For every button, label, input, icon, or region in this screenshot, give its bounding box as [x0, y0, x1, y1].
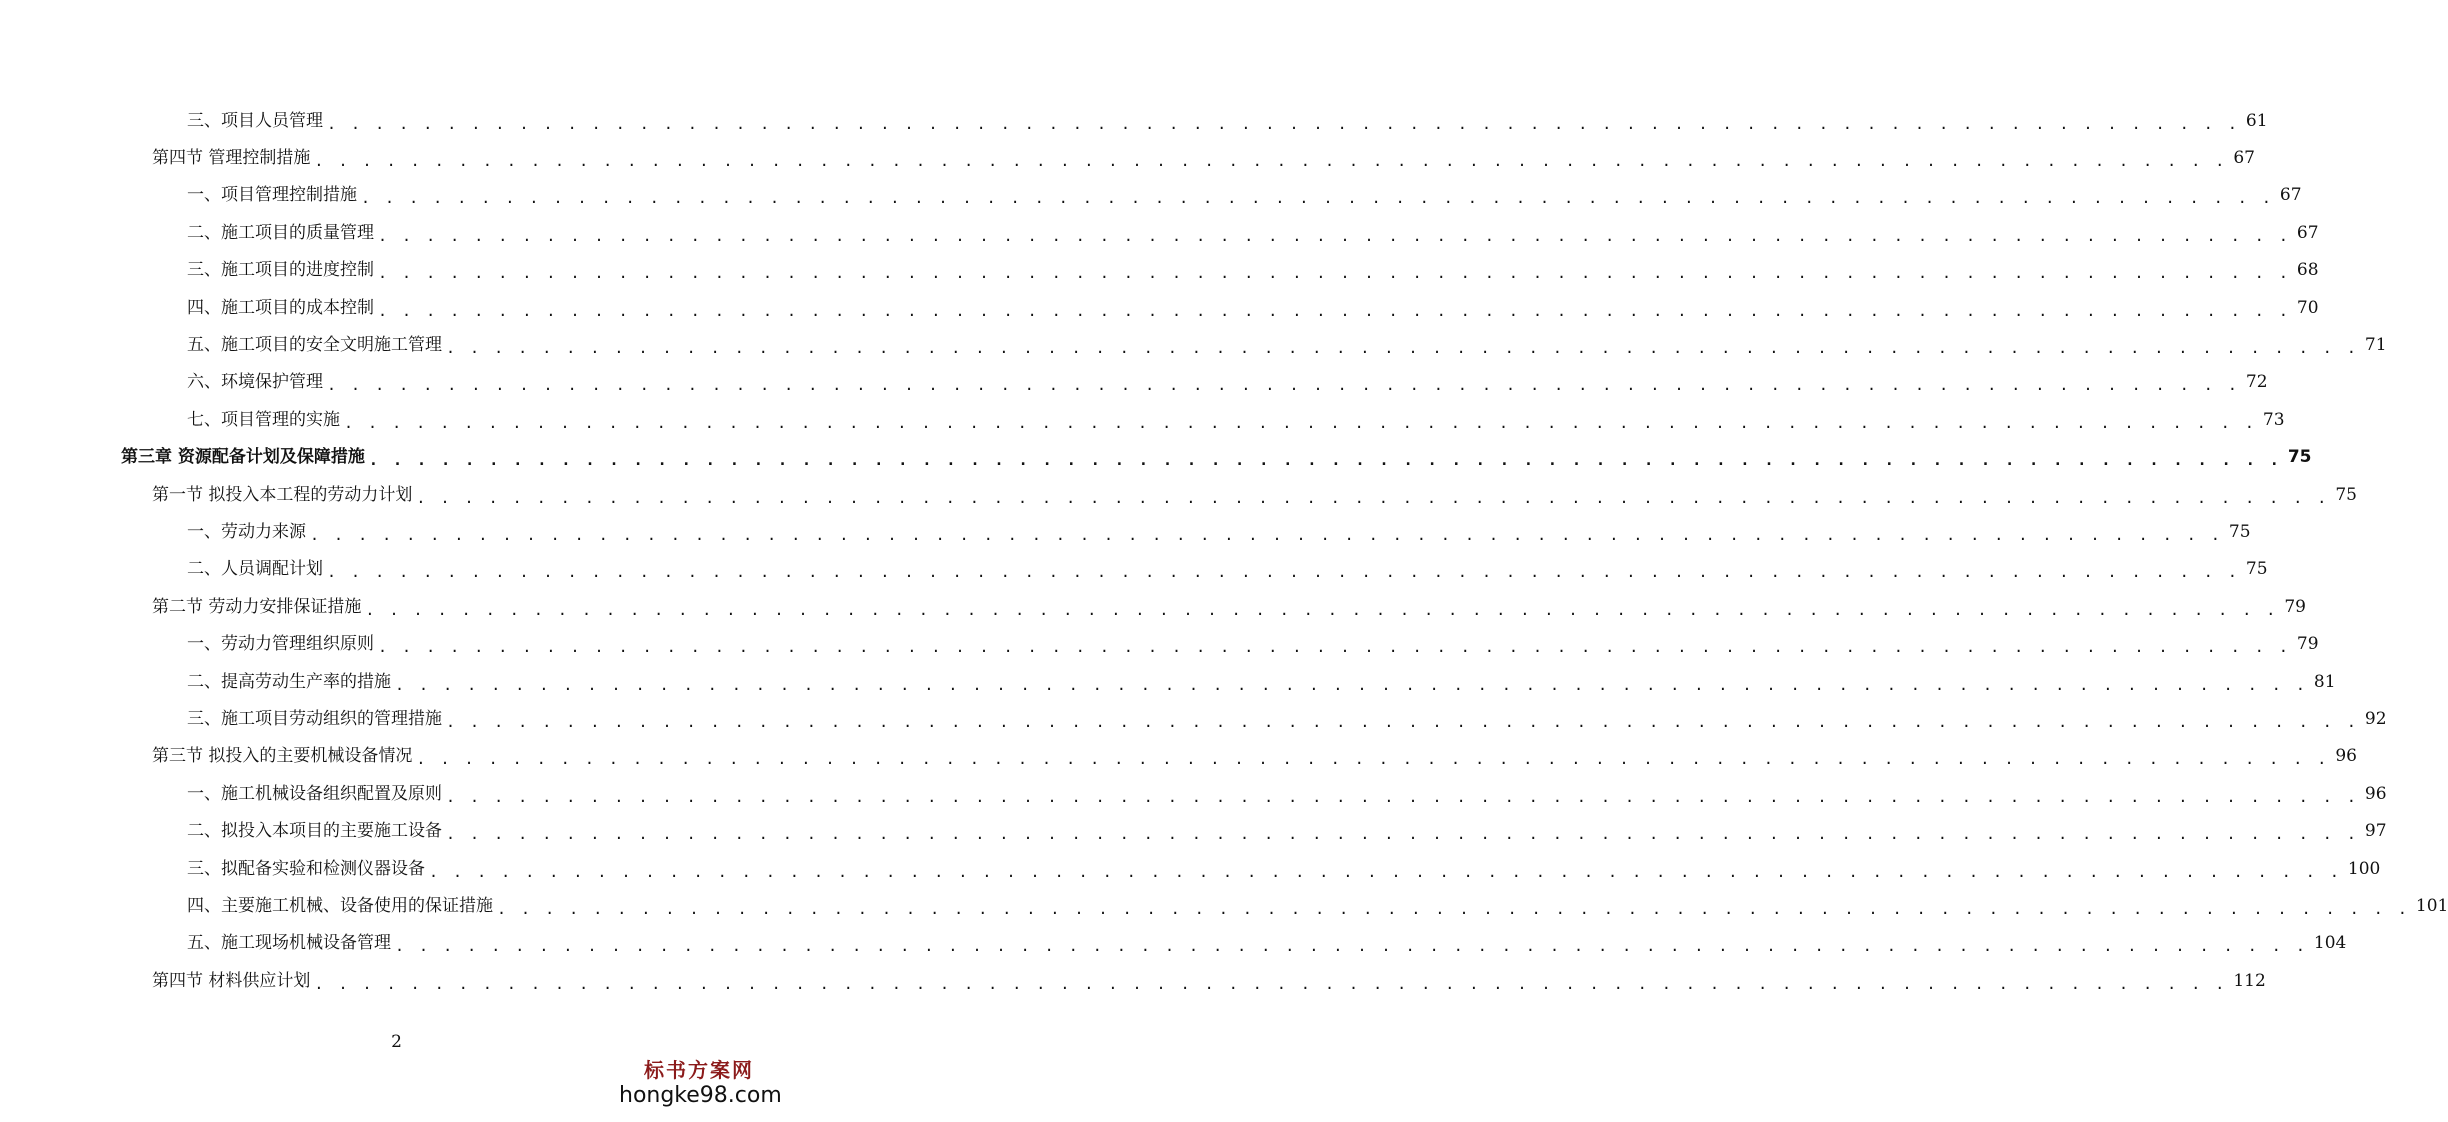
toc-entry-title: 四、主要施工机械、设备使用的保证措施	[187, 895, 493, 916]
toc-leader-dots: . . . . . . . . . . . . . . . . . . . . . . . . . . . . . . . . . . . . . . . . . . . . . . . . . . . . . . . . . . . . . . . . . . . . . . . . . . . . . . . .	[446, 825, 2359, 844]
toc-entry[interactable]	[0, 252, 2319, 289]
toc-entry-page: 67	[2233, 147, 2255, 168]
toc-leader-dots: . . . . . . . . . . . . . . . . . . . . . . . . . . . . . . . . . . . . . . . . . . . . . . . . . . . . . . . . . . . . . . . . . . . . . . . . . . . . . . . .	[314, 151, 2228, 170]
toc-leader-dots: . . . . . . . . . . . . . . . . . . . . . . . . . . . . . . . . . . . . . . . . . . . . . . . . . . . . . . . . . . . . . . . . . . . . . . . . . . . . . . . .	[327, 114, 2240, 133]
toc-entry[interactable]	[0, 476, 2357, 513]
toc-entry-page: 67	[2296, 222, 2319, 243]
toc-entry[interactable]	[0, 663, 2336, 700]
toc-leader-dots: . . . . . . . . . . . . . . . . . . . . . . . . . . . . . . . . . . . . . . . . . . . . . . . . . . . . . . . . . . . . . . . . . . . . . . . . . . . . . . . .	[327, 563, 2240, 582]
toc-entry[interactable]	[0, 738, 2357, 775]
toc-entry-page: 75	[2335, 484, 2357, 505]
toc-entry[interactable]	[0, 925, 2347, 962]
toc-entry[interactable]	[0, 139, 2255, 176]
toc-leader-dots: . . . . . . . . . . . . . . . . . . . . . . . . . . . . . . . . . . . . . . . . . . . . . . . . . . . . . . . . . . . . . . . . . . . . . . . . . . . . . . . .	[416, 488, 2330, 507]
toc-entry-title: 一、劳动力管理组织原则	[187, 634, 374, 655]
toc-entry-page: 75	[2245, 559, 2268, 580]
toc-entry-page: 104	[2313, 933, 2347, 954]
watermark-url: hongke98.com	[619, 1083, 782, 1108]
toc-entry-title: 五、施工现场机械设备管理	[187, 933, 391, 954]
toc-entry-title: 六、环境保护管理	[187, 372, 323, 393]
toc-entry-title: 二、人员调配计划	[187, 559, 323, 580]
toc-leader-dots: . . . . . . . . . . . . . . . . . . . . . . . . . . . . . . . . . . . . . . . . . . . . . . . . . . . . . . . . . . . . . . . . . . . . . . . . . . . . . . . .	[416, 750, 2330, 769]
toc-leader-dots: . . . . . . . . . . . . . . . . . . . . . . . . . . . . . . . . . . . . . . . . . . . . . . . . . . . . . . . . . . . . . . . . . . . . . . . . . . . . . . . .	[344, 413, 2257, 432]
toc-entry-title: 三、拟配备实验和检测仪器设备	[187, 858, 425, 879]
toc-entry-title: 七、项目管理的实施	[187, 409, 340, 430]
toc-leader-dots: . . . . . . . . . . . . . . . . . . . . . . . . . . . . . . . . . . . . . . . . . . . . . . . . . . . . . . . . . . . . . . . . . . . . . . . . . . . . . . . .	[446, 712, 2359, 731]
toc-entry[interactable]	[0, 700, 2387, 737]
toc-entry[interactable]	[0, 439, 2312, 476]
toc-leader-dots: . . . . . . . . . . . . . . . . . . . . . . . . . . . . . . . . . . . . . . . . . . . . . . . . . . . . . . . . . . . . . . . . . . . . . . . . . . . . . . . .	[497, 899, 2410, 918]
toc-entry-page: 71	[2364, 334, 2387, 355]
toc-entry[interactable]	[0, 551, 2268, 588]
toc-entry[interactable]	[0, 513, 2251, 550]
toc-entry-page: 73	[2262, 409, 2285, 430]
toc-entry-title: 四、施工项目的成本控制	[187, 297, 374, 318]
toc-leader-dots: . . . . . . . . . . . . . . . . . . . . . . . . . . . . . . . . . . . . . . . . . . . . . . . . . . . . . . . . . . . . . . . . . . . . . . . . . . . . . . . .	[368, 451, 2282, 470]
toc-entry-title: 二、施工项目的质量管理	[187, 222, 374, 243]
toc-leader-dots: . . . . . . . . . . . . . . . . . . . . . . . . . . . . . . . . . . . . . . . . . . . . . . . . . . . . . . . . . . . . . . . . . . . . . . . . . . . . . . . .	[327, 376, 2240, 395]
toc-leader-dots: . . . . . . . . . . . . . . . . . . . . . . . . . . . . . . . . . . . . . . . . . . . . . . . . . . . . . . . . . . . . . . . . . . . . . . . . . . . . . . . .	[429, 862, 2342, 881]
toc-entry-title: 二、提高劳动生产率的措施	[187, 671, 391, 692]
toc-entry-title: 三、施工项目的进度控制	[187, 260, 374, 281]
toc-leader-dots: . . . . . . . . . . . . . . . . . . . . . . . . . . . . . . . . . . . . . . . . . . . . . . . . . . . . . . . . . . . . . . . . . . . . . . . . . . . . . . . .	[365, 600, 2279, 619]
toc-entry-page: 79	[2284, 596, 2306, 617]
toc-leader-dots: . . . . . . . . . . . . . . . . . . . . . . . . . . . . . . . . . . . . . . . . . . . . . . . . . . . . . . . . . . . . . . . . . . . . . . . . . . . . . . . .	[310, 525, 2223, 544]
toc-entry-title: 第四节 材料供应计划	[152, 970, 311, 991]
toc-entry[interactable]	[0, 962, 2266, 999]
toc-entry[interactable]	[0, 775, 2387, 812]
toc-leader-dots: . . . . . . . . . . . . . . . . . . . . . . . . . . . . . . . . . . . . . . . . . . . . . . . . . . . . . . . . . . . . . . . . . . . . . . . . . . . . . . . .	[446, 787, 2359, 806]
toc-leader-dots: . . . . . . . . . . . . . . . . . . . . . . . . . . . . . . . . . . . . . . . . . . . . . . . . . . . . . . . . . . . . . . . . . . . . . . . . . . . . . . . .	[378, 264, 2291, 283]
toc-entry[interactable]	[0, 289, 2319, 326]
toc-entry-page: 79	[2296, 634, 2319, 655]
toc-entry-page: 96	[2364, 783, 2387, 804]
toc-entry[interactable]	[0, 626, 2319, 663]
toc-leader-dots: . . . . . . . . . . . . . . . . . . . . . . . . . . . . . . . . . . . . . . . . . . . . . . . . . . . . . . . . . . . . . . . . . . . . . . . . . . . . . . . .	[446, 338, 2359, 357]
toc-entry[interactable]	[0, 326, 2387, 363]
toc-entry-page: 72	[2245, 372, 2268, 393]
toc-entry-title: 第四节 管理控制措施	[152, 147, 311, 168]
toc-entry-page: 92	[2364, 708, 2387, 729]
toc-entry-page: 112	[2233, 970, 2266, 991]
toc-leader-dots: . . . . . . . . . . . . . . . . . . . . . . . . . . . . . . . . . . . . . . . . . . . . . . . . . . . . . . . . . . . . . . . . . . . . . . . . . . . . . . . .	[395, 937, 2308, 956]
toc-leader-dots: . . . . . . . . . . . . . . . . . . . . . . . . . . . . . . . . . . . . . . . . . . . . . . . . . . . . . . . . . . . . . . . . . . . . . . . . . . . . . . . .	[395, 675, 2308, 694]
watermark-logo	[619, 1054, 782, 1108]
toc-entry-page: 68	[2296, 260, 2319, 281]
toc-entry[interactable]	[0, 887, 2448, 924]
toc-entry-page: 75	[2287, 447, 2312, 468]
toc-entry-page: 70	[2296, 297, 2319, 318]
toc-leader-dots: . . . . . . . . . . . . . . . . . . . . . . . . . . . . . . . . . . . . . . . . . . . . . . . . . . . . . . . . . . . . . . . . . . . . . . . . . . . . . . . .	[378, 226, 2291, 245]
toc-entry-title: 第三章 资源配备计划及保障措施	[121, 447, 365, 468]
toc-entry-page: 75	[2228, 521, 2251, 542]
toc-entry-title: 一、施工机械设备组织配置及原则	[187, 783, 442, 804]
toc-entry[interactable]	[0, 102, 2268, 139]
toc-entry-title: 第一节 拟投入本工程的劳动力计划	[152, 484, 413, 505]
toc-entry-page: 100	[2347, 858, 2381, 879]
toc-entry[interactable]	[0, 177, 2302, 214]
toc-entry-title: 第三节 拟投入的主要机械设备情况	[152, 746, 413, 767]
toc-leader-dots: . . . . . . . . . . . . . . . . . . . . . . . . . . . . . . . . . . . . . . . . . . . . . . . . . . . . . . . . . . . . . . . . . . . . . . . . . . . . . . . .	[378, 301, 2291, 320]
toc-entry-title: 二、拟投入本项目的主要施工设备	[187, 821, 442, 842]
page-number: 2	[391, 1032, 402, 1052]
toc-entry-title: 一、项目管理控制措施	[187, 185, 357, 206]
toc-entry-page: 61	[2245, 110, 2268, 131]
toc-entry-title: 五、施工项目的安全文明施工管理	[187, 334, 442, 355]
toc-entry[interactable]	[0, 588, 2306, 625]
toc-leader-dots: . . . . . . . . . . . . . . . . . . . . . . . . . . . . . . . . . . . . . . . . . . . . . . . . . . . . . . . . . . . . . . . . . . . . . . . . . . . . . . . .	[378, 638, 2291, 657]
toc-entry-page: 97	[2364, 821, 2387, 842]
toc-entry[interactable]	[0, 401, 2285, 438]
toc-entry-title: 第二节 劳动力安排保证措施	[152, 596, 362, 617]
toc-entry-page: 67	[2279, 185, 2302, 206]
toc-entry[interactable]	[0, 813, 2387, 850]
toc-entry-page: 81	[2313, 671, 2336, 692]
watermark-title: 标书方案网	[644, 1058, 754, 1082]
toc-entry-title: 三、项目人员管理	[187, 110, 323, 131]
toc-entry[interactable]	[0, 214, 2319, 251]
toc-entry[interactable]	[0, 364, 2268, 401]
toc-leader-dots: . . . . . . . . . . . . . . . . . . . . . . . . . . . . . . . . . . . . . . . . . . . . . . . . . . . . . . . . . . . . . . . . . . . . . . . . . . . . . . . .	[314, 974, 2228, 993]
toc-entry[interactable]	[0, 850, 2381, 887]
toc-entry-page: 101	[2415, 895, 2448, 916]
toc-entry-page: 96	[2335, 746, 2357, 767]
toc-leader-dots: . . . . . . . . . . . . . . . . . . . . . . . . . . . . . . . . . . . . . . . . . . . . . . . . . . . . . . . . . . . . . . . . . . . . . . . . . . . . . . . .	[361, 189, 2274, 208]
toc-entry-title: 一、劳动力来源	[187, 521, 306, 542]
toc-entry-title: 三、施工项目劳动组织的管理措施	[187, 708, 442, 729]
